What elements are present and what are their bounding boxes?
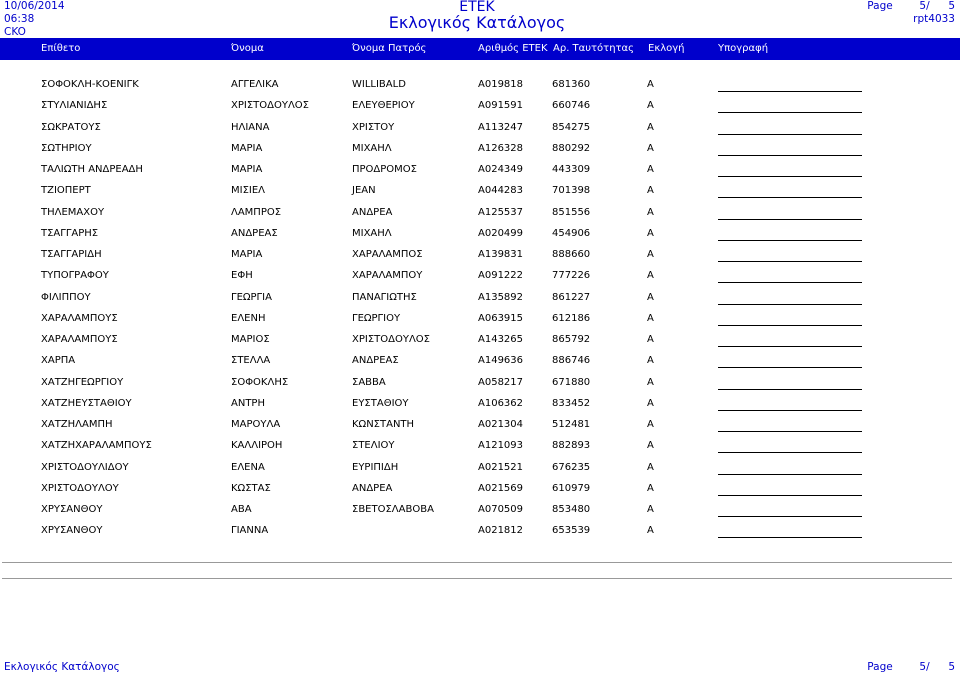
table-row bbox=[0, 185, 960, 206]
cell-surname: ΧΡΙΣΤΟΔΟΥΛΟΥ bbox=[41, 482, 119, 494]
cell-election: A bbox=[647, 504, 654, 515]
column-father: Όνομα Πατρός bbox=[352, 43, 427, 54]
cell-surname: ΣΩΤΗΡΙΟΥ bbox=[41, 142, 92, 154]
cell-father: ΜΙΧΑΗΛ bbox=[352, 227, 392, 239]
cell-election: A bbox=[647, 206, 654, 218]
cell-name: ΣΟΦΟΚΛΗΣ bbox=[231, 376, 289, 388]
column-signature: Υπογραφή bbox=[718, 43, 769, 54]
cell-election: A bbox=[647, 376, 654, 388]
cell-father: ΧΑΡΑΛΑΜΠΟΣ bbox=[352, 249, 423, 260]
org-name: ΕΤΕΚ bbox=[459, 0, 495, 15]
cell-etek-number: A021812 bbox=[478, 525, 524, 537]
signature-line bbox=[718, 261, 862, 262]
cell-election: A bbox=[647, 142, 654, 154]
signature-line bbox=[718, 155, 862, 156]
cell-name: ΓΕΩΡΓΙΑ bbox=[231, 291, 272, 303]
cell-etek-number: A139831 bbox=[478, 249, 524, 260]
cell-etek-number: A091591 bbox=[478, 100, 524, 112]
cell-father: ΓΕΩΡΓΙΟΥ bbox=[352, 312, 401, 324]
table-row bbox=[0, 79, 960, 100]
signature-line bbox=[718, 197, 862, 198]
cell-election: A bbox=[647, 440, 654, 452]
table-row bbox=[0, 292, 960, 313]
signature-line bbox=[718, 304, 862, 305]
cell-surname: ΧΑΤΖΗΛΑΜΠΗ bbox=[41, 419, 113, 430]
cell-etek-number: A143265 bbox=[478, 334, 524, 345]
cell-name: ΜΑΡΙΑ bbox=[231, 249, 263, 260]
cell-name: ΑΝΔΡΕΑΣ bbox=[231, 227, 278, 239]
cell-election: A bbox=[647, 249, 654, 260]
cell-election: A bbox=[647, 79, 654, 90]
signature-line bbox=[718, 325, 862, 326]
cell-etek-number: A020499 bbox=[478, 227, 524, 239]
cell-name: ΑΓΓΕΛΙΚΑ bbox=[231, 79, 279, 90]
signature-line bbox=[718, 474, 862, 475]
column-id-number: Αρ. Ταυτότητας bbox=[553, 43, 635, 54]
cell-surname: ΣΤΥΛΙΑΝΙΔΗΣ bbox=[41, 100, 108, 112]
report-id: rpt4033 bbox=[913, 13, 955, 25]
cell-etek-number: A113247 bbox=[478, 121, 524, 133]
cell-father: ΧΑΡΑΛΑΜΠΟΥ bbox=[352, 270, 423, 282]
cell-surname: ΤΗΛΕΜΑΧΟΥ bbox=[41, 206, 105, 218]
column-election: Εκλογή bbox=[648, 43, 685, 54]
cell-id-number: 671880 bbox=[552, 376, 591, 388]
signature-line bbox=[718, 91, 862, 92]
cell-surname: ΦΙΛΙΠΠΟΥ bbox=[41, 291, 91, 303]
table-row bbox=[0, 143, 960, 164]
divider-line bbox=[2, 562, 952, 563]
table-row bbox=[0, 313, 960, 334]
cell-father: ΕΛΕΥΘΕΡΙΟΥ bbox=[352, 100, 415, 112]
cell-etek-number: A024349 bbox=[478, 164, 524, 175]
cell-father: ΕΥΡΙΠΙΔΗ bbox=[352, 461, 399, 473]
cell-surname: ΤΥΠΟΓΡΑΦΟΥ bbox=[41, 270, 109, 282]
cell-father: ΧΡΙΣΤΟΔΟΥΛΟΣ bbox=[352, 334, 430, 345]
cell-surname: ΧΑΡΑΛΑΜΠΟΥΣ bbox=[41, 334, 118, 345]
cell-name: ΣΤΕΛΛΑ bbox=[231, 355, 271, 367]
signature-line bbox=[718, 240, 862, 241]
table-row bbox=[0, 398, 960, 419]
table-row bbox=[0, 355, 960, 376]
cell-surname: ΧΑΤΖΗΧΑΡΑΛΑΜΠΟΥΣ bbox=[41, 440, 152, 452]
signature-line bbox=[718, 176, 862, 177]
cell-father: WILLIBALD bbox=[352, 79, 406, 90]
cell-father: ΣΤΕΛΙΟΥ bbox=[352, 440, 395, 452]
table-row bbox=[0, 483, 960, 504]
signature-line bbox=[718, 452, 862, 453]
column-name: Όνομα bbox=[231, 43, 264, 54]
cell-father: ΑΝΔΡΕΑ bbox=[352, 482, 393, 494]
footer-page-separator: / bbox=[926, 661, 930, 673]
signature-line bbox=[718, 410, 862, 411]
report-heading bbox=[0, 0, 954, 32]
cell-surname: ΤΑΛΙΩΤΗ ΑΝΔΡΕΑΔΗ bbox=[41, 164, 143, 175]
cell-father: ΣΒΕΤΟΣΛΑΒΟΒΑ bbox=[352, 504, 434, 515]
cell-id-number: 865792 bbox=[552, 334, 591, 345]
cell-id-number: 676235 bbox=[552, 461, 591, 473]
cell-election: A bbox=[647, 121, 654, 133]
cell-election: A bbox=[647, 312, 654, 324]
report-code: CKO bbox=[4, 26, 26, 38]
cell-name: ΛΑΜΠΡΟΣ bbox=[231, 206, 282, 218]
cell-father: ΠΑΝΑΓΙΩΤΗΣ bbox=[352, 291, 417, 303]
cell-etek-number: A106362 bbox=[478, 397, 524, 409]
cell-id-number: 443309 bbox=[552, 164, 591, 175]
cell-father: ΠΡΟΔΡΟΜΟΣ bbox=[352, 164, 417, 175]
footer-page-number: 5 bbox=[919, 661, 927, 673]
cell-name: ΚΩΣΤΑΣ bbox=[231, 482, 271, 494]
cell-father: ΣΑΒΒΑ bbox=[352, 376, 386, 388]
cell-etek-number: A019818 bbox=[478, 79, 524, 90]
column-header-bar bbox=[0, 38, 960, 60]
footer-page-label: Page bbox=[867, 661, 893, 673]
cell-name: ΜΑΡΙΟΣ bbox=[231, 334, 270, 345]
cell-election: A bbox=[647, 291, 654, 303]
table-row bbox=[0, 462, 960, 483]
cell-id-number: 853480 bbox=[552, 504, 591, 515]
cell-id-number: 888660 bbox=[552, 249, 591, 260]
cell-name: ΕΛΕΝΑ bbox=[231, 461, 265, 473]
divider-line bbox=[2, 578, 952, 579]
cell-surname: ΣΩΚΡΑΤΟΥΣ bbox=[41, 121, 101, 133]
cell-id-number: 653539 bbox=[552, 525, 591, 537]
report-title: Εκλογικός Κατάλογος bbox=[388, 13, 566, 32]
cell-election: A bbox=[647, 100, 654, 112]
page-label: Page bbox=[867, 0, 893, 12]
cell-name: ΚΑΛΛΙΡΟΗ bbox=[231, 440, 283, 452]
table-row bbox=[0, 164, 960, 185]
table-row bbox=[0, 419, 960, 440]
table-row bbox=[0, 207, 960, 228]
signature-line bbox=[718, 367, 862, 368]
cell-etek-number: A091222 bbox=[478, 270, 524, 282]
table-row bbox=[0, 334, 960, 355]
cell-surname: ΣΟΦΟΚΛΗ-ΚΟΕΝΙΓΚ bbox=[41, 79, 139, 90]
signature-line bbox=[718, 346, 862, 347]
cell-id-number: 701398 bbox=[552, 185, 591, 197]
cell-surname: ΧΑΡΑΛΑΜΠΟΥΣ bbox=[41, 312, 118, 324]
cell-election: A bbox=[647, 334, 654, 345]
cell-name: ΜΑΡΙΑ bbox=[231, 142, 263, 154]
cell-id-number: 512481 bbox=[552, 419, 591, 430]
cell-id-number: 854275 bbox=[552, 121, 591, 133]
cell-id-number: 612186 bbox=[552, 312, 591, 324]
cell-id-number: 681360 bbox=[552, 79, 591, 90]
cell-etek-number: A058217 bbox=[478, 376, 524, 388]
cell-father: ΑΝΔΡΕΑ bbox=[352, 206, 393, 218]
cell-etek-number: A149636 bbox=[478, 355, 524, 367]
cell-id-number: 861227 bbox=[552, 291, 591, 303]
cell-id-number: 610979 bbox=[552, 482, 591, 494]
cell-election: A bbox=[647, 397, 654, 409]
cell-id-number: 880292 bbox=[552, 142, 591, 154]
signature-line bbox=[718, 516, 862, 517]
cell-election: A bbox=[647, 355, 654, 367]
table-row bbox=[0, 228, 960, 249]
table-row bbox=[0, 122, 960, 143]
footer-page-info bbox=[867, 661, 955, 673]
cell-surname: ΧΡΙΣΤΟΔΟΥΛΙΔΟΥ bbox=[41, 461, 129, 473]
table-row bbox=[0, 249, 960, 270]
cell-election: A bbox=[647, 270, 654, 282]
cell-surname: ΧΑΤΖΗΓΕΩΡΓΙΟΥ bbox=[41, 376, 124, 388]
cell-etek-number: A044283 bbox=[478, 185, 524, 197]
cell-election: A bbox=[647, 419, 654, 430]
cell-name: ΜΑΡΟΥΛΑ bbox=[231, 419, 281, 430]
cell-name: ΕΛΕΝΗ bbox=[231, 312, 266, 324]
cell-father: ΑΝΔΡΕΑΣ bbox=[352, 355, 399, 367]
cell-surname: ΧΡΥΣΑΝΘΟΥ bbox=[41, 504, 103, 515]
cell-election: A bbox=[647, 482, 654, 494]
cell-etek-number: A135892 bbox=[478, 291, 524, 303]
cell-surname: ΧΑΤΖΗΕΥΣΤΑΘΙΟΥ bbox=[41, 397, 132, 409]
cell-election: A bbox=[647, 164, 654, 175]
cell-name: ΗΛΙΑΝΑ bbox=[231, 121, 270, 133]
page-number: 5 bbox=[919, 0, 927, 12]
cell-name: ΕΦΗ bbox=[231, 270, 253, 282]
cell-etek-number: A021304 bbox=[478, 419, 524, 430]
table-row bbox=[0, 100, 960, 121]
cell-surname: ΤΣΑΓΓΑΡΙΔΗ bbox=[41, 249, 102, 260]
cell-father: ΧΡΙΣΤΟΥ bbox=[352, 121, 395, 133]
report-time: 06:38 bbox=[4, 13, 35, 25]
cell-election: A bbox=[647, 525, 654, 537]
table-row bbox=[0, 440, 960, 461]
cell-etek-number: A125537 bbox=[478, 206, 524, 218]
footer-title: Εκλογικός Κατάλογος bbox=[4, 661, 120, 673]
cell-etek-number: A021569 bbox=[478, 482, 524, 494]
cell-father: ΚΩΝΣΤΑΝΤΗ bbox=[352, 419, 415, 430]
signature-line bbox=[718, 431, 862, 432]
table-row bbox=[0, 504, 960, 525]
signature-line bbox=[718, 219, 862, 220]
cell-father: ΜΙΧΑΗΛ bbox=[352, 142, 392, 154]
cell-etek-number: A021521 bbox=[478, 461, 524, 473]
cell-id-number: 886746 bbox=[552, 355, 591, 367]
cell-id-number: 833452 bbox=[552, 397, 591, 409]
table-row bbox=[0, 270, 960, 291]
cell-id-number: 777226 bbox=[552, 270, 591, 282]
cell-etek-number: A063915 bbox=[478, 312, 524, 324]
cell-name: ΓΙΑΝΝΑ bbox=[231, 525, 269, 537]
cell-election: A bbox=[647, 227, 654, 239]
cell-surname: ΧΑΡΠΑ bbox=[41, 355, 76, 367]
signature-line bbox=[718, 134, 862, 135]
footer-page-total: 5 bbox=[948, 661, 955, 673]
cell-id-number: 454906 bbox=[552, 227, 591, 239]
table-row bbox=[0, 377, 960, 398]
cell-father: ΕΥΣΤΑΘΙΟΥ bbox=[352, 397, 409, 409]
cell-name: ΜΙΣΙΕΛ bbox=[231, 185, 266, 197]
signature-line bbox=[718, 495, 862, 496]
cell-election: A bbox=[647, 461, 654, 473]
page-separator: / bbox=[926, 0, 930, 12]
table-row bbox=[0, 525, 960, 546]
signature-line bbox=[718, 112, 862, 113]
column-etek-number: Αριθμός ΕΤΕΚ bbox=[478, 43, 548, 54]
cell-etek-number: A070509 bbox=[478, 504, 524, 515]
cell-id-number: 660746 bbox=[552, 100, 591, 112]
cell-surname: ΤΖΙΟΠΕΡΤ bbox=[41, 185, 91, 197]
cell-name: ΧΡΙΣΤΟΔΟΥΛΟΣ bbox=[231, 100, 309, 112]
cell-election: A bbox=[647, 185, 654, 197]
page-info bbox=[867, 0, 955, 26]
cell-surname: ΧΡΥΣΑΝΘΟΥ bbox=[41, 525, 103, 537]
cell-name: ΑΒΑ bbox=[231, 504, 252, 515]
cell-etek-number: A126328 bbox=[478, 142, 524, 154]
signature-line bbox=[718, 282, 862, 283]
signature-line bbox=[718, 537, 862, 538]
page-total: 5 bbox=[948, 0, 955, 12]
cell-etek-number: A121093 bbox=[478, 440, 524, 452]
cell-father: JEAN bbox=[352, 185, 376, 197]
report-date: 10/06/2014 bbox=[4, 0, 65, 12]
cell-name: ΑΝΤΡΗ bbox=[231, 397, 265, 409]
cell-surname: ΤΣΑΓΓΑΡΗΣ bbox=[41, 227, 99, 239]
cell-id-number: 882893 bbox=[552, 440, 591, 452]
signature-line bbox=[718, 389, 862, 390]
cell-name: ΜΑΡΙΑ bbox=[231, 164, 263, 175]
column-surname: Επίθετο bbox=[41, 43, 81, 54]
cell-id-number: 851556 bbox=[552, 206, 591, 218]
